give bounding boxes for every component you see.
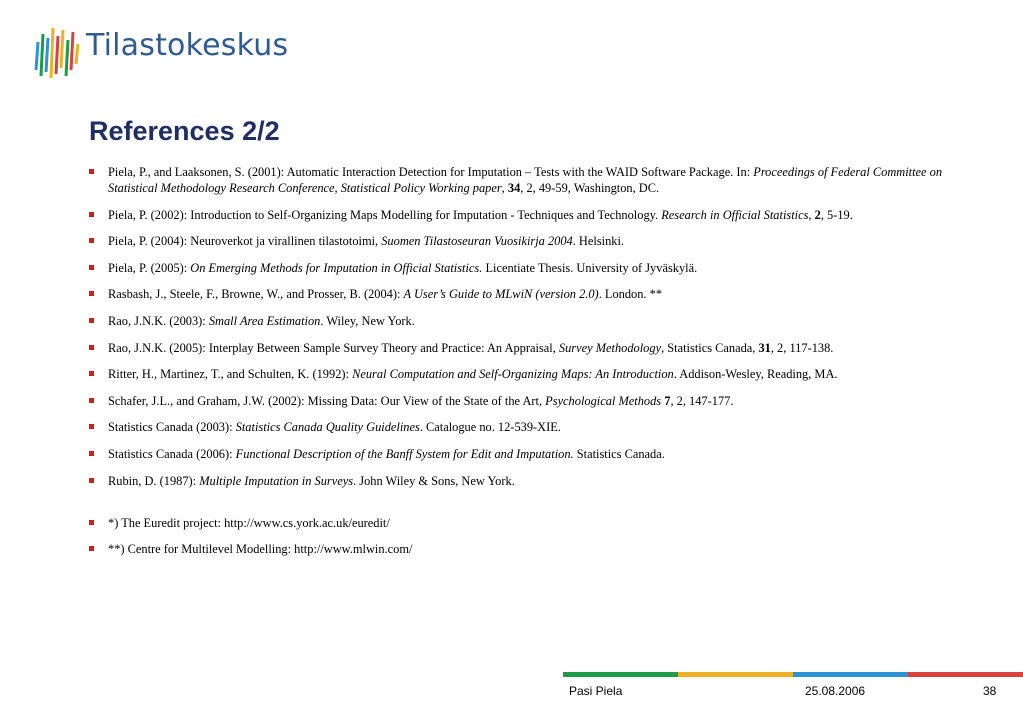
footer-page-number: 38	[983, 684, 997, 698]
italic-text: A User’s Guide to MLwiN (version 2.0)	[403, 287, 599, 302]
text-segment: Rao, J.N.K. (2003):	[108, 313, 209, 328]
text-segment: , 5-19.	[820, 207, 853, 222]
text-segment: . London. **	[598, 287, 663, 302]
italic-text: Functional Description of the Banff System for Edit and Imputation.	[235, 446, 574, 461]
text-segment: , 2, 117-138.	[770, 340, 834, 355]
bold-text: 34	[507, 181, 521, 195]
brand-name: Tilastokeskus	[86, 28, 289, 63]
italic-text: Proceedings of Federal Committee on Statistical Methodology Research Conference, Statistical Policy Working paper	[108, 165, 943, 195]
reference-item	[89, 473, 949, 489]
text-segment: , 2, 147-177.	[670, 393, 734, 408]
text-segment: Piela, P. (2004): Neuroverkot ja virallinen tilastotoimi,	[108, 234, 382, 249]
text-segment: **) Centre for Multilevel Modelling: http://www.mlwin.com/	[108, 542, 413, 557]
text-segment: . Catalogue no. 12-539-XIE.	[419, 420, 561, 435]
text-segment: . John Wiley & Sons, New York.	[353, 473, 515, 488]
text-segment: . Addison-Wesley, Reading, MA.	[673, 367, 838, 382]
footer-date: 25.08.2006	[805, 684, 866, 698]
text-segment: Rao, J.N.K. (2005): Interplay Between Sample Survey Theory and Practice: An Appraisal,	[108, 340, 559, 355]
footer-bar-green	[563, 672, 678, 677]
reference-item	[89, 340, 949, 356]
text-segment: Schafer, J.L., and Graham, J.W. (2002): Missing Data: Our View of the State of the Art,	[108, 393, 546, 408]
text-segment: , Statistics Canada,	[661, 340, 759, 355]
bold-text: 2	[814, 207, 821, 222]
text-segment: Piela, P., and Laaksonen, S. (2001): Automatic Interaction Detection for Imputation – Tests with the WAID Software Package. In:	[108, 165, 754, 179]
reference-item	[89, 260, 949, 276]
italic-text: Survey Methodology	[558, 340, 662, 355]
text-segment: ,	[808, 207, 815, 222]
reference-item	[89, 393, 949, 409]
footnote-item	[89, 515, 949, 531]
text-segment: Rasbash, J., Steele, F., Browne, W., and Prosser, B. (2004):	[108, 287, 404, 302]
logo-bar	[71, 32, 73, 70]
logo-bar	[36, 42, 38, 70]
italic-text: Psychological Methods	[545, 393, 662, 408]
text-segment: . Wiley, New York.	[320, 313, 415, 328]
text-segment: Ritter, H., Martinez, T., and Schulten, K. (1992):	[108, 367, 353, 382]
reference-item	[89, 233, 949, 249]
text-segment: . Helsinki.	[572, 234, 625, 249]
italic-text: Multiple Imputation in Surveys	[199, 473, 354, 488]
reference-item	[89, 164, 949, 196]
footnote-item	[89, 541, 949, 557]
italic-text: Research in Official Statistics	[661, 207, 809, 222]
italic-text: Neural Computation and Self-Organizing Maps: An Introduction	[352, 367, 674, 382]
text-segment: Piela, P. (2002): Introduction to Self-Organizing Maps Modelling for Imputation - Techniques and Technology.	[108, 207, 662, 222]
logo-bars-icon	[32, 24, 82, 80]
bold-text: 31	[758, 340, 771, 355]
text-segment: , 2, 49-59, Washington, DC.	[520, 181, 660, 195]
logo-bar	[41, 34, 43, 76]
reference-item	[89, 313, 949, 329]
footer-color-bar	[563, 672, 1023, 677]
bold-text: 7	[664, 393, 671, 408]
reference-item	[89, 446, 949, 462]
footer-author: Pasi Piela	[569, 684, 623, 698]
text-segment: Licentiate Thesis. University of Jyväskylä.	[482, 260, 698, 275]
text-segment: Piela, P. (2005):	[108, 260, 191, 275]
logo-bar	[66, 40, 68, 76]
text-segment: Statistics Canada.	[573, 446, 665, 461]
text-segment: Statistics Canada (2003):	[108, 420, 236, 435]
italic-text: Statistics Canada Quality Guidelines	[235, 420, 420, 435]
text-segment: Rubin, D. (1987):	[108, 473, 200, 488]
reference-item	[89, 366, 949, 382]
footer-bar-red	[908, 672, 1023, 677]
text-segment: ,	[501, 181, 508, 195]
reference-item	[89, 419, 949, 435]
page-title: References 2/2	[89, 116, 280, 146]
logo-bar	[46, 38, 48, 72]
text-segment: Statistics Canada (2006):	[108, 446, 236, 461]
logo-bar	[76, 44, 78, 64]
footer-bar-yellow	[678, 672, 793, 677]
italic-text: On Emerging Methods for Imputation in Official Statistics.	[190, 260, 483, 275]
italic-text: Suomen Tilastoseuran Vuosikirja 2004	[381, 234, 573, 249]
text-segment: *) The Euredit project: http://www.cs.york.ac.uk/euredit/	[108, 515, 390, 530]
footer-bar-blue	[793, 672, 908, 677]
italic-text: Small Area Estimation	[208, 313, 321, 328]
logo-bar	[56, 36, 58, 74]
reference-list	[89, 164, 949, 568]
logo-bar	[61, 30, 63, 68]
reference-item	[89, 286, 949, 302]
logo-bar	[51, 28, 53, 78]
reference-item	[89, 207, 949, 223]
